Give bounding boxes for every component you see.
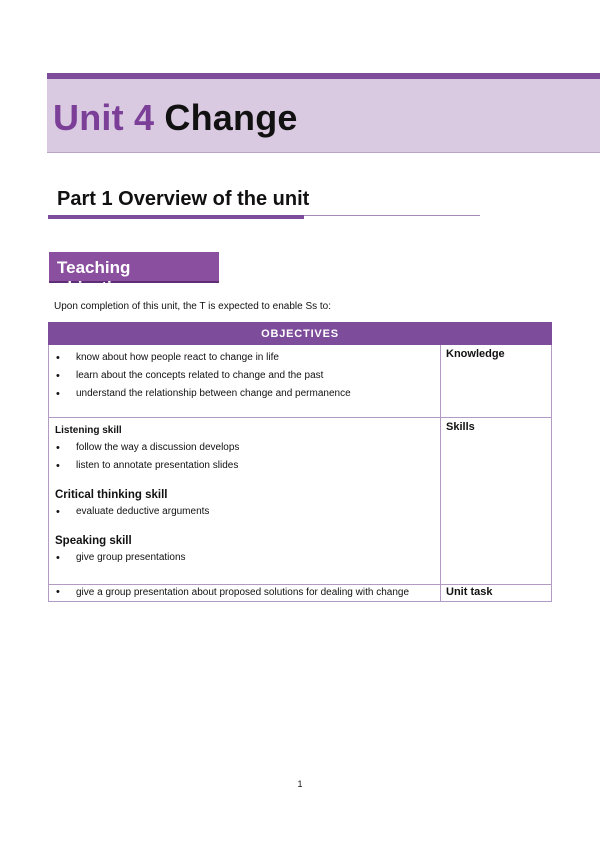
part-title: Part 1 Overview of the unit: [57, 188, 310, 210]
critical-skill-heading: Critical thinking skill: [55, 489, 168, 501]
table-header-row: [49, 323, 552, 345]
intro-text: Upon completion of this unit, the T is expected to enable Ss to:: [54, 301, 332, 312]
part-title-rule: [304, 215, 480, 216]
page-number: 1: [297, 779, 303, 789]
unit-name: Change: [164, 97, 298, 138]
category-skills: Skills: [441, 418, 552, 585]
knowledge-cell: [49, 345, 441, 418]
unit-task-list: [55, 585, 434, 600]
skills-cell: [49, 418, 441, 585]
list-item: • know about how people react to change in life: [55, 349, 434, 367]
speaking-skill-heading: Speaking skill: [55, 535, 132, 547]
part-title-underline: [48, 215, 304, 219]
list-item: • learn about the concepts related to change and the past: [55, 367, 434, 385]
listening-list: [55, 439, 434, 475]
list-item: • listen to annotate presentation slides: [55, 457, 434, 475]
unit-banner: [47, 73, 600, 153]
list-item: • give group presentations: [55, 549, 434, 567]
objectives-table: [48, 322, 552, 602]
unit-title: [53, 97, 298, 139]
list-item: • follow the way a discussion develops: [55, 439, 434, 457]
table-header: OBJECTIVES: [49, 323, 552, 345]
critical-list: [55, 503, 434, 521]
list-item: • give a group presentation about proposed solutions for dealing with change: [55, 585, 434, 600]
speaking-list: [55, 549, 434, 567]
table-row-skills: [49, 418, 552, 585]
section-label: Teaching objectives: [49, 252, 219, 283]
unit-task-cell: [49, 585, 441, 602]
category-knowledge: Knowledge: [441, 345, 552, 418]
knowledge-list: [55, 349, 434, 403]
category-unit-task: Unit task: [441, 585, 552, 602]
list-item: • evaluate deductive arguments: [55, 503, 434, 521]
table-row-knowledge: [49, 345, 552, 418]
table-row-unit-task: [49, 585, 552, 602]
list-item: • understand the relationship between change and permanence: [55, 385, 434, 403]
unit-number: Unit 4: [53, 97, 155, 138]
listening-skill-heading: Listening skill: [55, 425, 122, 436]
